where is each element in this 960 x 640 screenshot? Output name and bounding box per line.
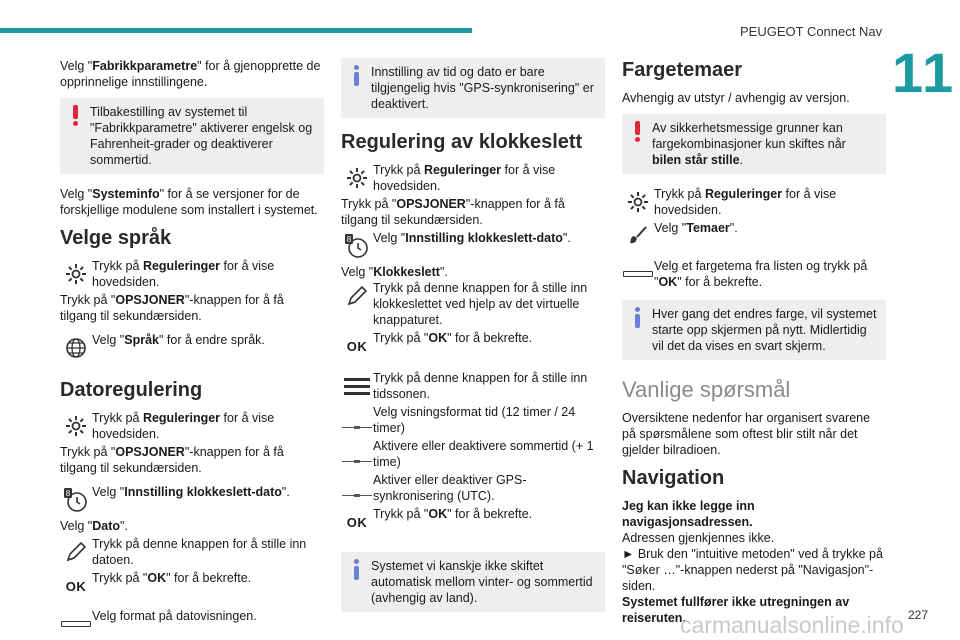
warning-text: Tilbakestilling av systemet til "Fabrikkparametre" aktiverer engelsk og Fahrenheit-grader og deaktiverer sommertid. [90,105,313,167]
info-text: Hver gang det endres farge, vil systemet starte opp skjermen på nytt. Midlertidig vil det da vises en svart skjerm. [652,307,877,353]
step-row: Trykk på Reguleringer for å vise hovedsiden. [622,186,886,218]
step-row: Velg et fargetema fra listen og trykk på "OK" for å bekrefte. [622,258,886,290]
pencil-icon [60,536,92,568]
gear-icon [341,162,373,194]
step-row: 8 Velg "Innstilling klokkeslett-dato". [341,230,605,262]
gear-icon [60,258,92,290]
step-row: Trykk på denne knappen for å stille inn datoen. [60,536,324,568]
step-row: Trykk på Reguleringer for å vise hovedsiden. [341,162,605,194]
step-row: Velg format på datovisningen. [60,608,324,640]
toggle-icon [341,472,373,504]
info-icon [632,307,642,329]
ok-icon: OK [65,578,87,594]
gear-icon [60,410,92,442]
paragraph: Velg "Klokkeslett". [341,265,448,279]
step-row: OK Trykk på "OK" for å bekrefte. [341,330,605,362]
chapter-number: 11 [892,41,956,104]
step-row: Trykk på Reguleringer for å vise hovedsiden. [60,258,324,290]
clock-icon [60,484,92,516]
toggle-icon [341,438,373,470]
step-row: Trykk på Reguleringer for å vise hovedsiden. [60,410,324,442]
step-row: Velg "Språk" for å endre språk. [60,332,324,364]
ok-icon: OK [346,514,368,530]
faq-answer: Jeg kan ikke legge inn navigasjonsadressen. [622,499,755,529]
clock-icon [341,230,373,262]
format-bar-icon [60,608,92,640]
page-number: 227 [908,608,929,622]
header-accent-bar [0,28,472,33]
column-1 [60,58,324,640]
paint-brush-icon [622,220,654,252]
language-icon [60,332,92,364]
column-3 [622,58,886,634]
step-row: OK Trykk på "OK" for å bekrefte. [341,506,605,538]
info-box [341,552,605,612]
paragraph: Trykk på "OPSJONER"-knappen for å få tilgang til sekundærsiden. [60,445,284,475]
paragraph: Velg "Fabrikkparametre" for å gjenopprette de opprinnelige innstillingene. [60,59,321,89]
warning-box [60,98,324,174]
info-text: Systemet vi kanskje ikke skiftet automatisk mellom vinter- og sommertid (avhengig av land). [371,559,593,605]
heading-date: Datoregulering [60,379,203,401]
step-row: 8 Velg "Innstilling klokkeslett-dato". [60,484,324,516]
toggle-icon [341,404,373,436]
paragraph: Oversiktene nedenfor har organisert svarene på spørsmålene som oftest blir stilt når det gjelder bilradioen. [622,411,871,457]
paragraph: Velg "Systeminfo" for å se versjoner for de forskjellige modulene som installert i systemet. [60,187,318,217]
paragraph: Trykk på "OPSJONER"-knappen for å få tilgang til sekundærsiden. [341,197,565,227]
paragraph: Velg "Dato". [60,519,128,533]
warning-icon [70,105,80,127]
warning-box [622,114,886,174]
heading-navigation: Navigation [622,467,725,489]
running-title: PEUGEOT Connect Nav [740,24,883,39]
heading-clock: Regulering av klokkeslett [341,131,583,153]
step-row: Aktiver eller deaktiver GPS-synkronisering (UTC). [341,472,605,504]
format-bar-icon [622,258,654,290]
ok-icon: OK [346,338,368,354]
watermark-logo: carmanualsonline.info [680,612,904,638]
heading-language: Velge språk [60,227,172,249]
heading-faq: Vanlige spørsmål [622,377,791,402]
faq-answer: ► Bruk den "intuitive metoden" ved å trykke på "Søker …"-knappen nederst på "Navigasjon"-siden. [622,547,883,593]
info-text: Innstilling av tid og dato er bare tilgjengelig hvis "GPS-synkronisering" er deaktivert. [371,65,594,111]
column-2 [341,58,605,624]
step-row: Trykk på denne knappen for å stille inn tidssonen. [341,370,605,402]
step-row: Trykk på denne knappen for å stille inn klokkeslettet ved hjelp av det virtuelle knappaturet. [341,280,605,328]
info-box [622,300,886,360]
warning-text: Av sikkerhetsmessige grunner kan fargekombinasjoner kun skiftes når bilen står stille. [652,121,846,167]
pencil-icon [341,280,373,312]
svg-text:8: 8 [65,489,71,498]
menu-icon [341,370,373,402]
step-row: Aktivere eller deaktivere sommertid (+ 1 time) [341,438,605,470]
step-row: Velg "Temaer". [622,220,886,252]
faq-answer: Systemet fullfører ikke utregningen av reiseruten. [622,595,850,625]
info-icon [351,65,361,87]
step-row: OK Trykk på "OK" for å bekrefte. [60,570,324,602]
warning-icon [632,121,642,143]
heading-color-themes: Fargetemaer [622,59,743,81]
step-row: Velg visningsformat tid (12 timer / 24 timer) [341,404,605,436]
faq-answer: Adressen gjenkjennes ikke. [622,531,775,545]
info-icon [351,559,361,581]
svg-text:8: 8 [346,235,352,244]
paragraph: Trykk på "OPSJONER"-knappen for å få tilgang til sekundærsiden. [60,293,284,323]
paragraph: Avhengig av utstyr / avhengig av versjon. [622,91,850,105]
gear-icon [622,186,654,218]
info-box [341,58,605,118]
